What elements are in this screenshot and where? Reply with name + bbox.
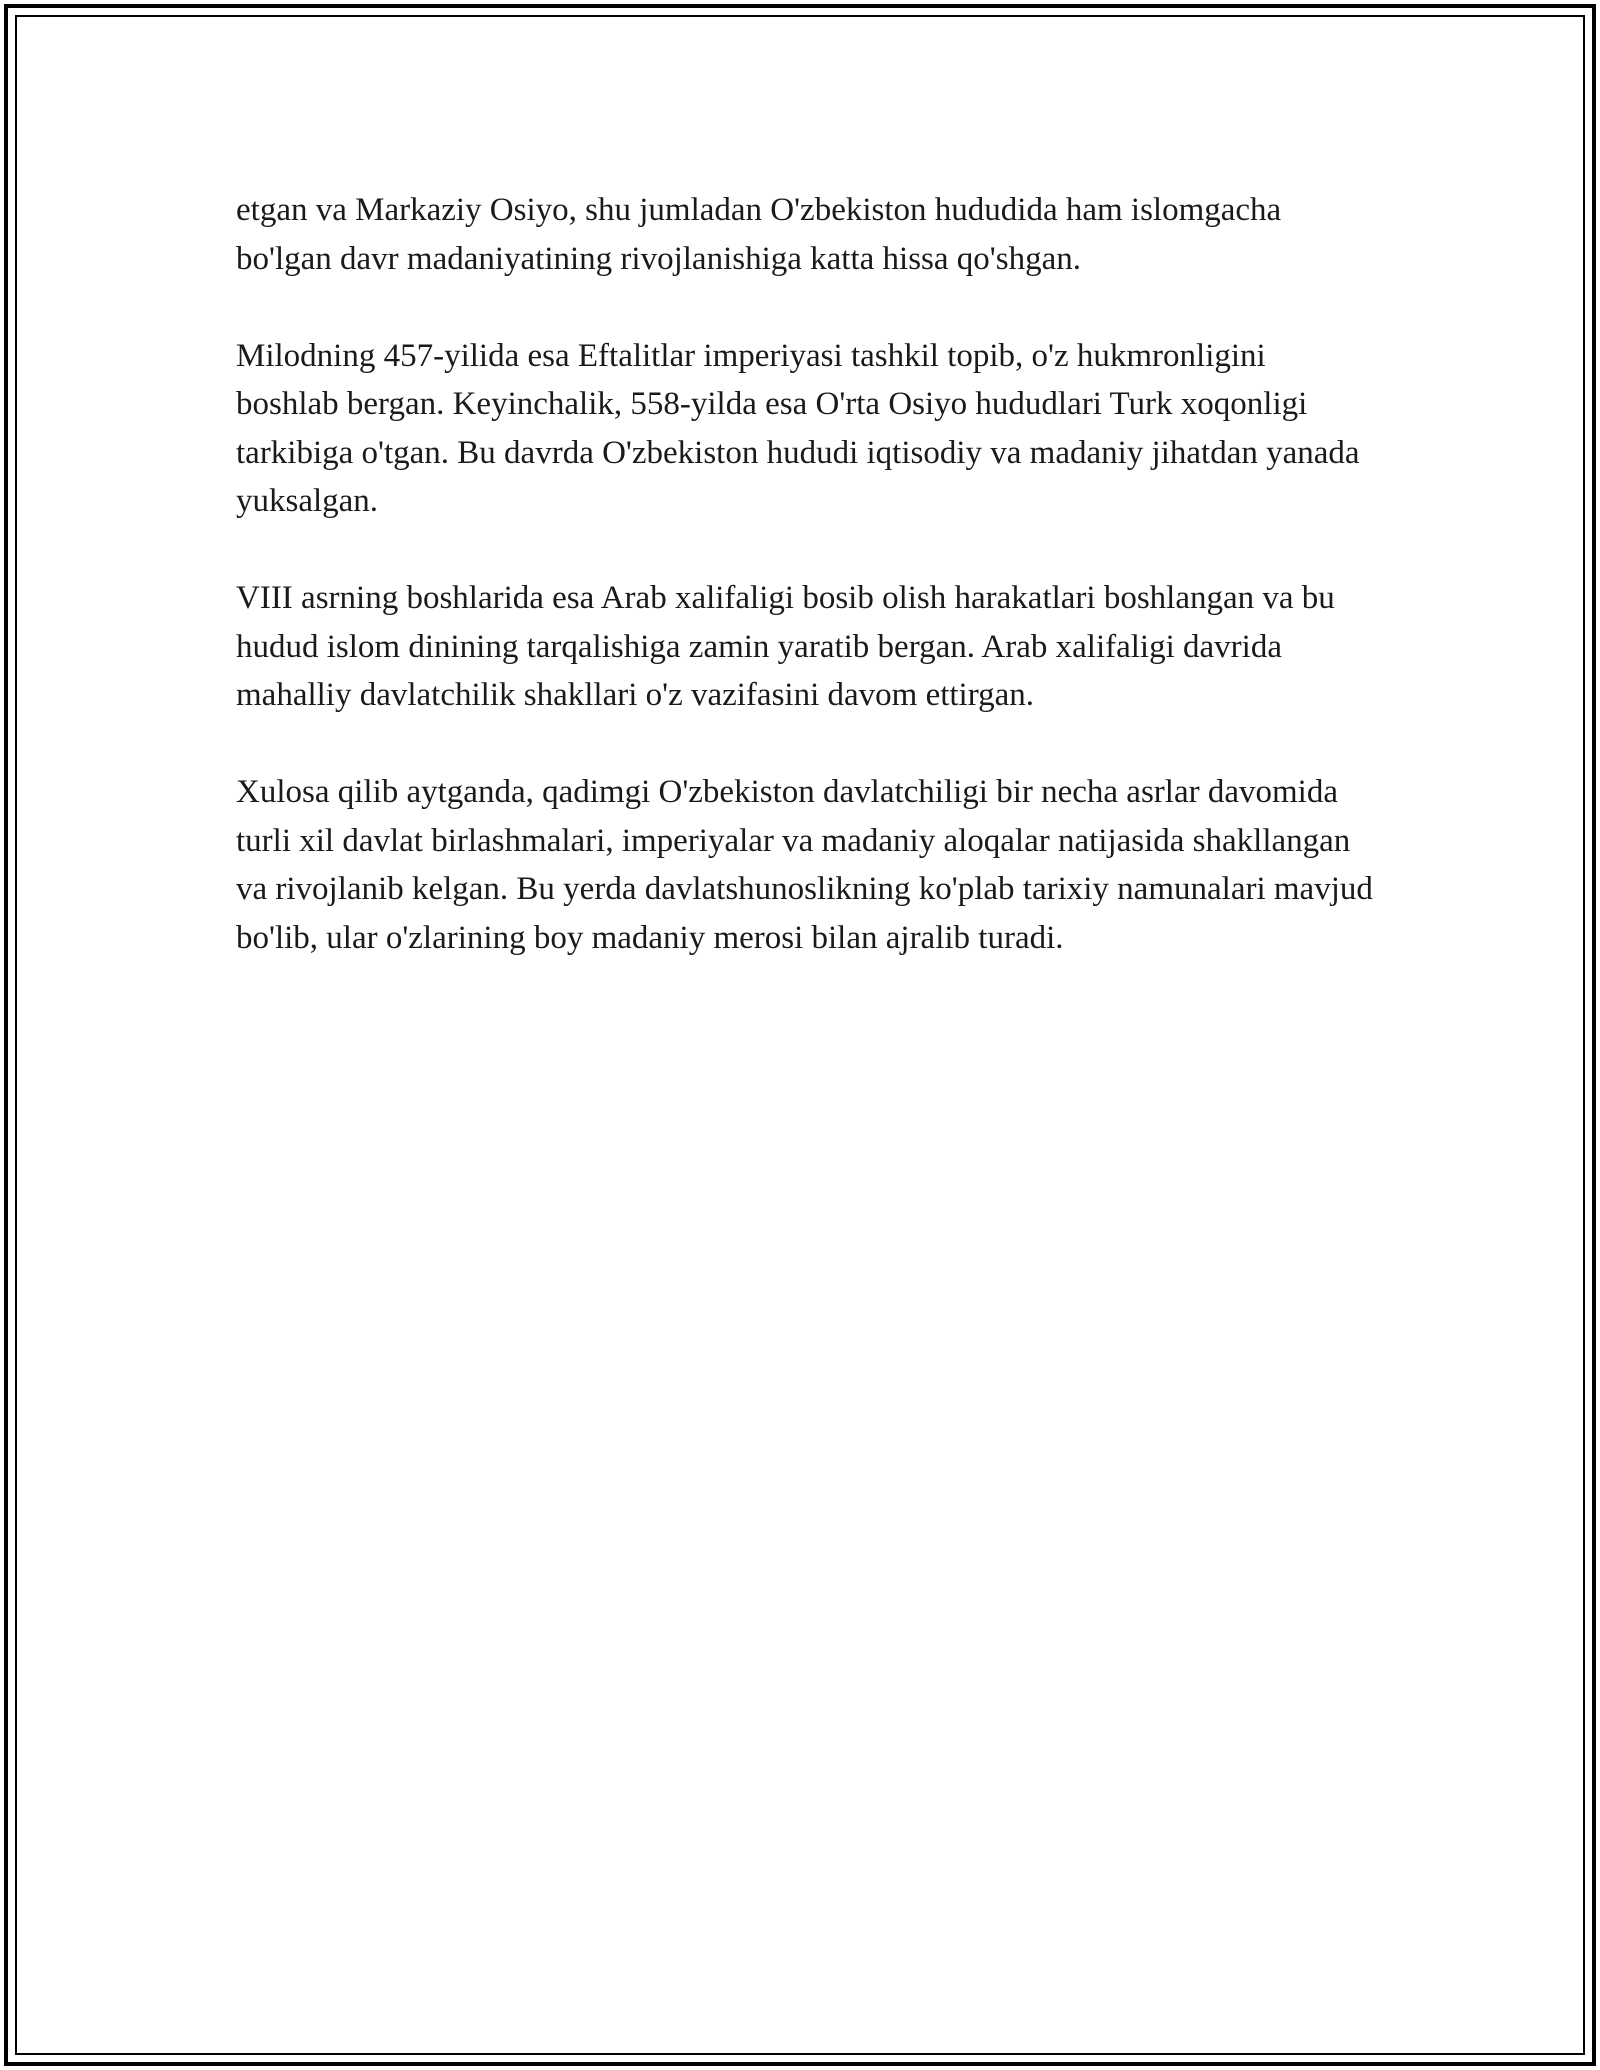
paragraph-2: Milodning 457-yilida esa Eftalitlar imperiyasi tashkil topib, o'z hukmronligini boshlab bergan. Keyinchalik, 558-yilda esa O'rta Osiyo hududlari Turk xoqonligi tarkibiga o'tgan. Bu davrda O'zbekiston hududi iqtisodiy va madaniy jihatdan yanada yuksalgan. (236, 337, 1360, 519)
paragraph-4: Xulosa qilib aytganda, qadimgi O'zbekiston davlatchiligi bir necha asrlar davomida turli xil davlat birlashmalari, imperiyalar va madaniy aloqalar natijasida shakllangan va rivojlanib kelgan. Bu yerda davlatshunoslikning ko'plab tarixiy namunalari mavjud bo'lib, ular o'zlarining boy madaniy merosi bilan ajralib turadi. (236, 774, 1373, 956)
paragraph-1: etgan va Markaziy Osiyo, shu jumladan O'zbekiston hududida ham islomgacha bo'lgan davr madaniyatining rivojlanishiga katta hissa qo'shgan. (236, 192, 1282, 277)
document-body (236, 186, 1376, 1011)
paragraph-3: VIII asrning boshlarida esa Arab xalifaligi bosib olish harakatlari boshlangan va bu hudud islom dinining tarqalishiga zamin yaratib bergan. Arab xalifaligi davrida mahalliy davlatchilik shakllari o'z vazifasini davom ettirgan. (236, 580, 1335, 713)
